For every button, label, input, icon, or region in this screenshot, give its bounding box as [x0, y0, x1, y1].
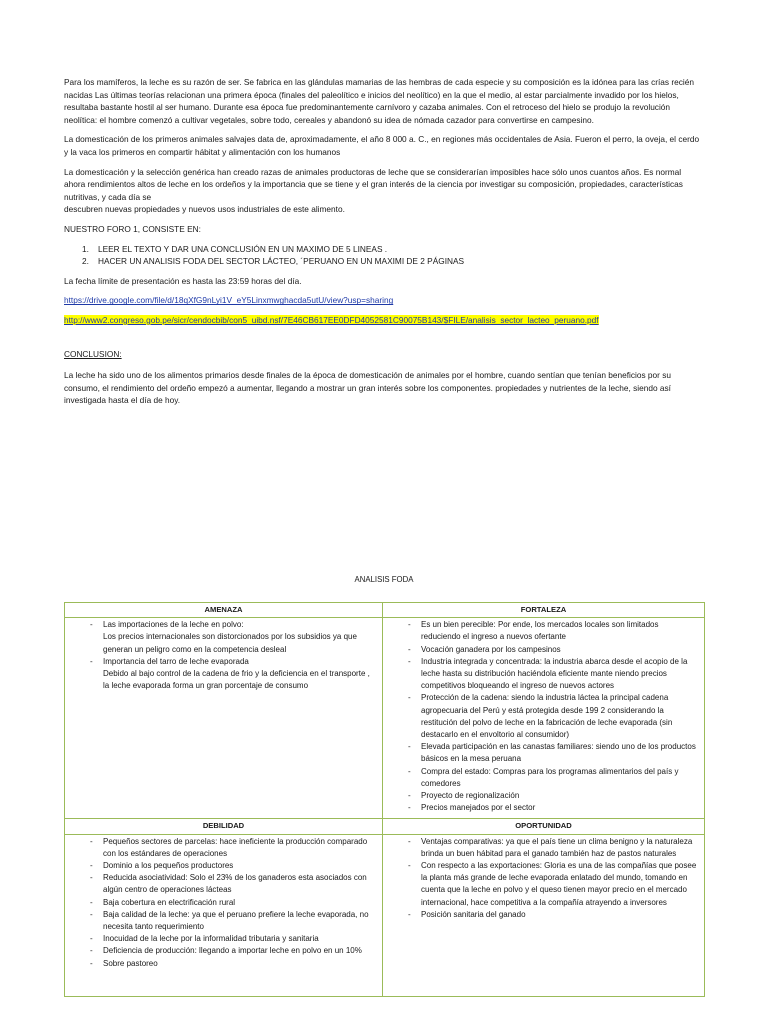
intro-paragraph-2: La domesticación de los primeros animales salvajes data de, aproximadamente, el año 8 000 a. C., en regiones más occidentales de Asia. Fueron el perro, la oveja, el cerdo y la vaca los primeros en compartir hábitat y alimentación con los humanos [64, 134, 700, 157]
task-text: LEER EL TEXTO Y DAR UNA CONCLUSIÓN EN UN MAXIMO DE 5 LINEAS . [98, 243, 388, 254]
fortaleza-item: - Vocación ganadera por los campesinos [387, 644, 700, 656]
intro-paragraph-3b: descubren nuevas propiedades y nuevos usos industriales de este alimento. [64, 204, 345, 215]
fortaleza-item: - Precios manejados por el sector [387, 802, 700, 814]
fortaleza-item: - Protección de la cadena: siendo la industria láctea la principal cadena agropecuaria del Perú y está protegida desde 199 2 considerando la restitución del polvo de leche en la fabricación de leche evaporada (sin destacarlo en el envoltorio al consumidor) [387, 692, 700, 741]
debilidad-item: - Baja calidad de la leche: ya que el peruano prefiere la leche evaporada, no necesita tanto requerimiento [69, 909, 378, 933]
amenaza-header: AMENAZA [65, 603, 383, 618]
debilidad-item: - Dominio a los pequeños productores [69, 860, 378, 872]
amenaza-cell [65, 618, 383, 819]
fortaleza-item: - Elevada participación en las canastas familiares: siendo uno de los productos básicos en la mesa peruana [387, 741, 700, 765]
debilidad-item: - Reducida asociatividad: Solo el 23% de los ganaderos esta asociados con algún centro de operaciones lácteas [69, 872, 378, 896]
amenaza-item: - Importancia del tarro de leche evaporada [69, 656, 378, 668]
oportunidad-item: - Posición sanitaria del ganado [387, 909, 700, 921]
foda-header-row [65, 603, 705, 618]
debilidad-item: - Inocuidad de la leche por la informalidad tributaria y sanitaria [69, 933, 378, 945]
oportunidad-list [387, 836, 700, 921]
document-body [64, 76, 704, 414]
fortaleza-cell [383, 618, 705, 819]
deadline-text: La fecha límite de presentación es hasta las 23:59 horas del día. [64, 275, 302, 286]
debilidad-item: - Baja cobertura en electrificación rural [69, 897, 378, 909]
conclusion-text: La leche ha sido uno de los alimentos primarios desde finales de la época de domesticación de animales por el hombre, cuando sentían que tenían beneficios por su consumo, el rendimiento del ordeño empezó a aumentar, llegando a mostrar un gran interés sobre los componentes. propiedades y nutrientes de la leche, siendo así investigada hasta el día de hoy. [64, 370, 671, 406]
foda-table [64, 602, 705, 997]
forum-task-item [64, 255, 704, 268]
link1-line [64, 294, 704, 307]
debilidad-header: DEBILIDAD [65, 819, 383, 834]
forum-heading: NUESTRO FORO 1, CONSISTE EN: [64, 223, 201, 234]
foda-row-2 [65, 834, 705, 996]
amenaza-list [69, 619, 378, 692]
oportunidad-item: - Con respecto a las exportaciones: Gloria es una de las compañías que posee la planta más grande de leche evaporada enlatado del mundo, tomando en cuenta que la leche en polvo y el queso tienen mayor precio en el mercado internacional, hace competitiva a la compañía atrayendo a inversores [387, 860, 700, 909]
fortaleza-header: FORTALEZA [383, 603, 705, 618]
debilidad-item: - Deficiencia de producción: llegando a importar leche en polvo en un 10% [69, 945, 378, 957]
oportunidad-item: - Ventajas comparativas: ya que el país tiene un clima benigno y la naturaleza brinda un buen hábitad para el ganado también haz de pastos naturales [387, 836, 700, 860]
amenaza-item: Debido al bajo control de la cadena de frio y la deficiencia en el transporte , la leche evaporada forma un gran porcentaje de consumo [103, 669, 370, 691]
oportunidad-cell [383, 834, 705, 996]
foda-header-row-2 [65, 819, 705, 834]
oportunidad-header: OPORTUNIDAD [383, 819, 705, 834]
debilidad-item: - Pequeños sectores de parcelas: hace ineficiente la producción comparado con los estándares de operaciones [69, 836, 378, 860]
foda-title: ANALISIS FODA [354, 575, 414, 584]
foda-row-1 [65, 618, 705, 819]
fortaleza-list [387, 619, 700, 814]
intro-paragraph-3-text: La domesticación y la selección genérica han creado razas de animales productoras de leche que se considerarían imposibles hace sólo unos cuantos años. Es normal ahora rendimientos altos de leche en los ordeños y la importancia que se tiene y el gran interés de la ciencia por investigar su composición, propiedades, características nutritivas, y cada día se [64, 166, 683, 202]
amenaza-item: Los precios internacionales son distorcionados por los subsidios ya que generan un peligro como en la competencia desleal [103, 632, 357, 654]
congreso-link[interactable]: http://www2.congreso.gob.pe/sicr/cendocbib/con5_uibd.nsf/7E46CB617EE0DFD4052581C90075B143/$FILE/analisis_sector_lacteo_peruano.pdf [64, 314, 599, 325]
conclusion-heading: CONCLUSION: [64, 348, 122, 359]
drive-link[interactable]: https://drive.google.com/file/d/18qXfG9nLyi1V_eY5Linxmwghacda5utU/view?usp=sharing [64, 295, 394, 306]
intro-paragraph-3 [64, 166, 704, 204]
fortaleza-item: - Proyecto de regionalización [387, 790, 700, 802]
debilidad-cell [65, 834, 383, 996]
forum-task-list [64, 243, 704, 268]
fortaleza-item: - Es un bien perecible: Por ende, los mercados locales son limitados reduciendo el ingreso a nuevos ofertante [387, 619, 700, 643]
link2-line [64, 314, 704, 327]
task-number: 2. [82, 256, 89, 267]
forum-task-item [64, 243, 704, 256]
fortaleza-item: - Industria integrada y concentrada: la industria abarca desde el acopio de la leche hasta su distribución haciéndola eficiente mante niendo precios competitivos bloqueando el ingreso de nuevos actores [387, 656, 700, 693]
intro-paragraph-1: Para los mamíferos, la leche es su razón de ser. Se fabrica en las glándulas mamarias de las hembras de cada especie y su composición es la idónea para las crías recién nacidas Las últimas teorías relacionan una primera época (finales del paleolítico e inicios del neolítico) en la que el medio, al estar parcialmente invadido por los hielos, resultaba bastante hostil al ser humano. Durante esa época fue predominantemente carnívoro y cazaba animales. Con el retroceso del hielo se produjo la revolución neolítica: el hombre comenzó a cultivar vegetales, sobre todo, cereales y abandonó su idea de nómada cazador para convertirse en campesino. [64, 77, 694, 125]
debilidad-list [69, 836, 378, 970]
amenaza-item: - Las importaciones de la leche en polvo: [69, 619, 378, 631]
task-number: 1. [82, 243, 89, 254]
fortaleza-item: - Compra del estado: Compras para los programas alimentarios del país y comedores [387, 766, 700, 790]
task-text: HACER UN ANALISIS FODA DEL SECTOR LÁCTEO, ´PERUANO EN UN MAXIMI DE 2 PÁGINAS [98, 256, 465, 267]
debilidad-item: - Sobre pastoreo [69, 958, 378, 970]
